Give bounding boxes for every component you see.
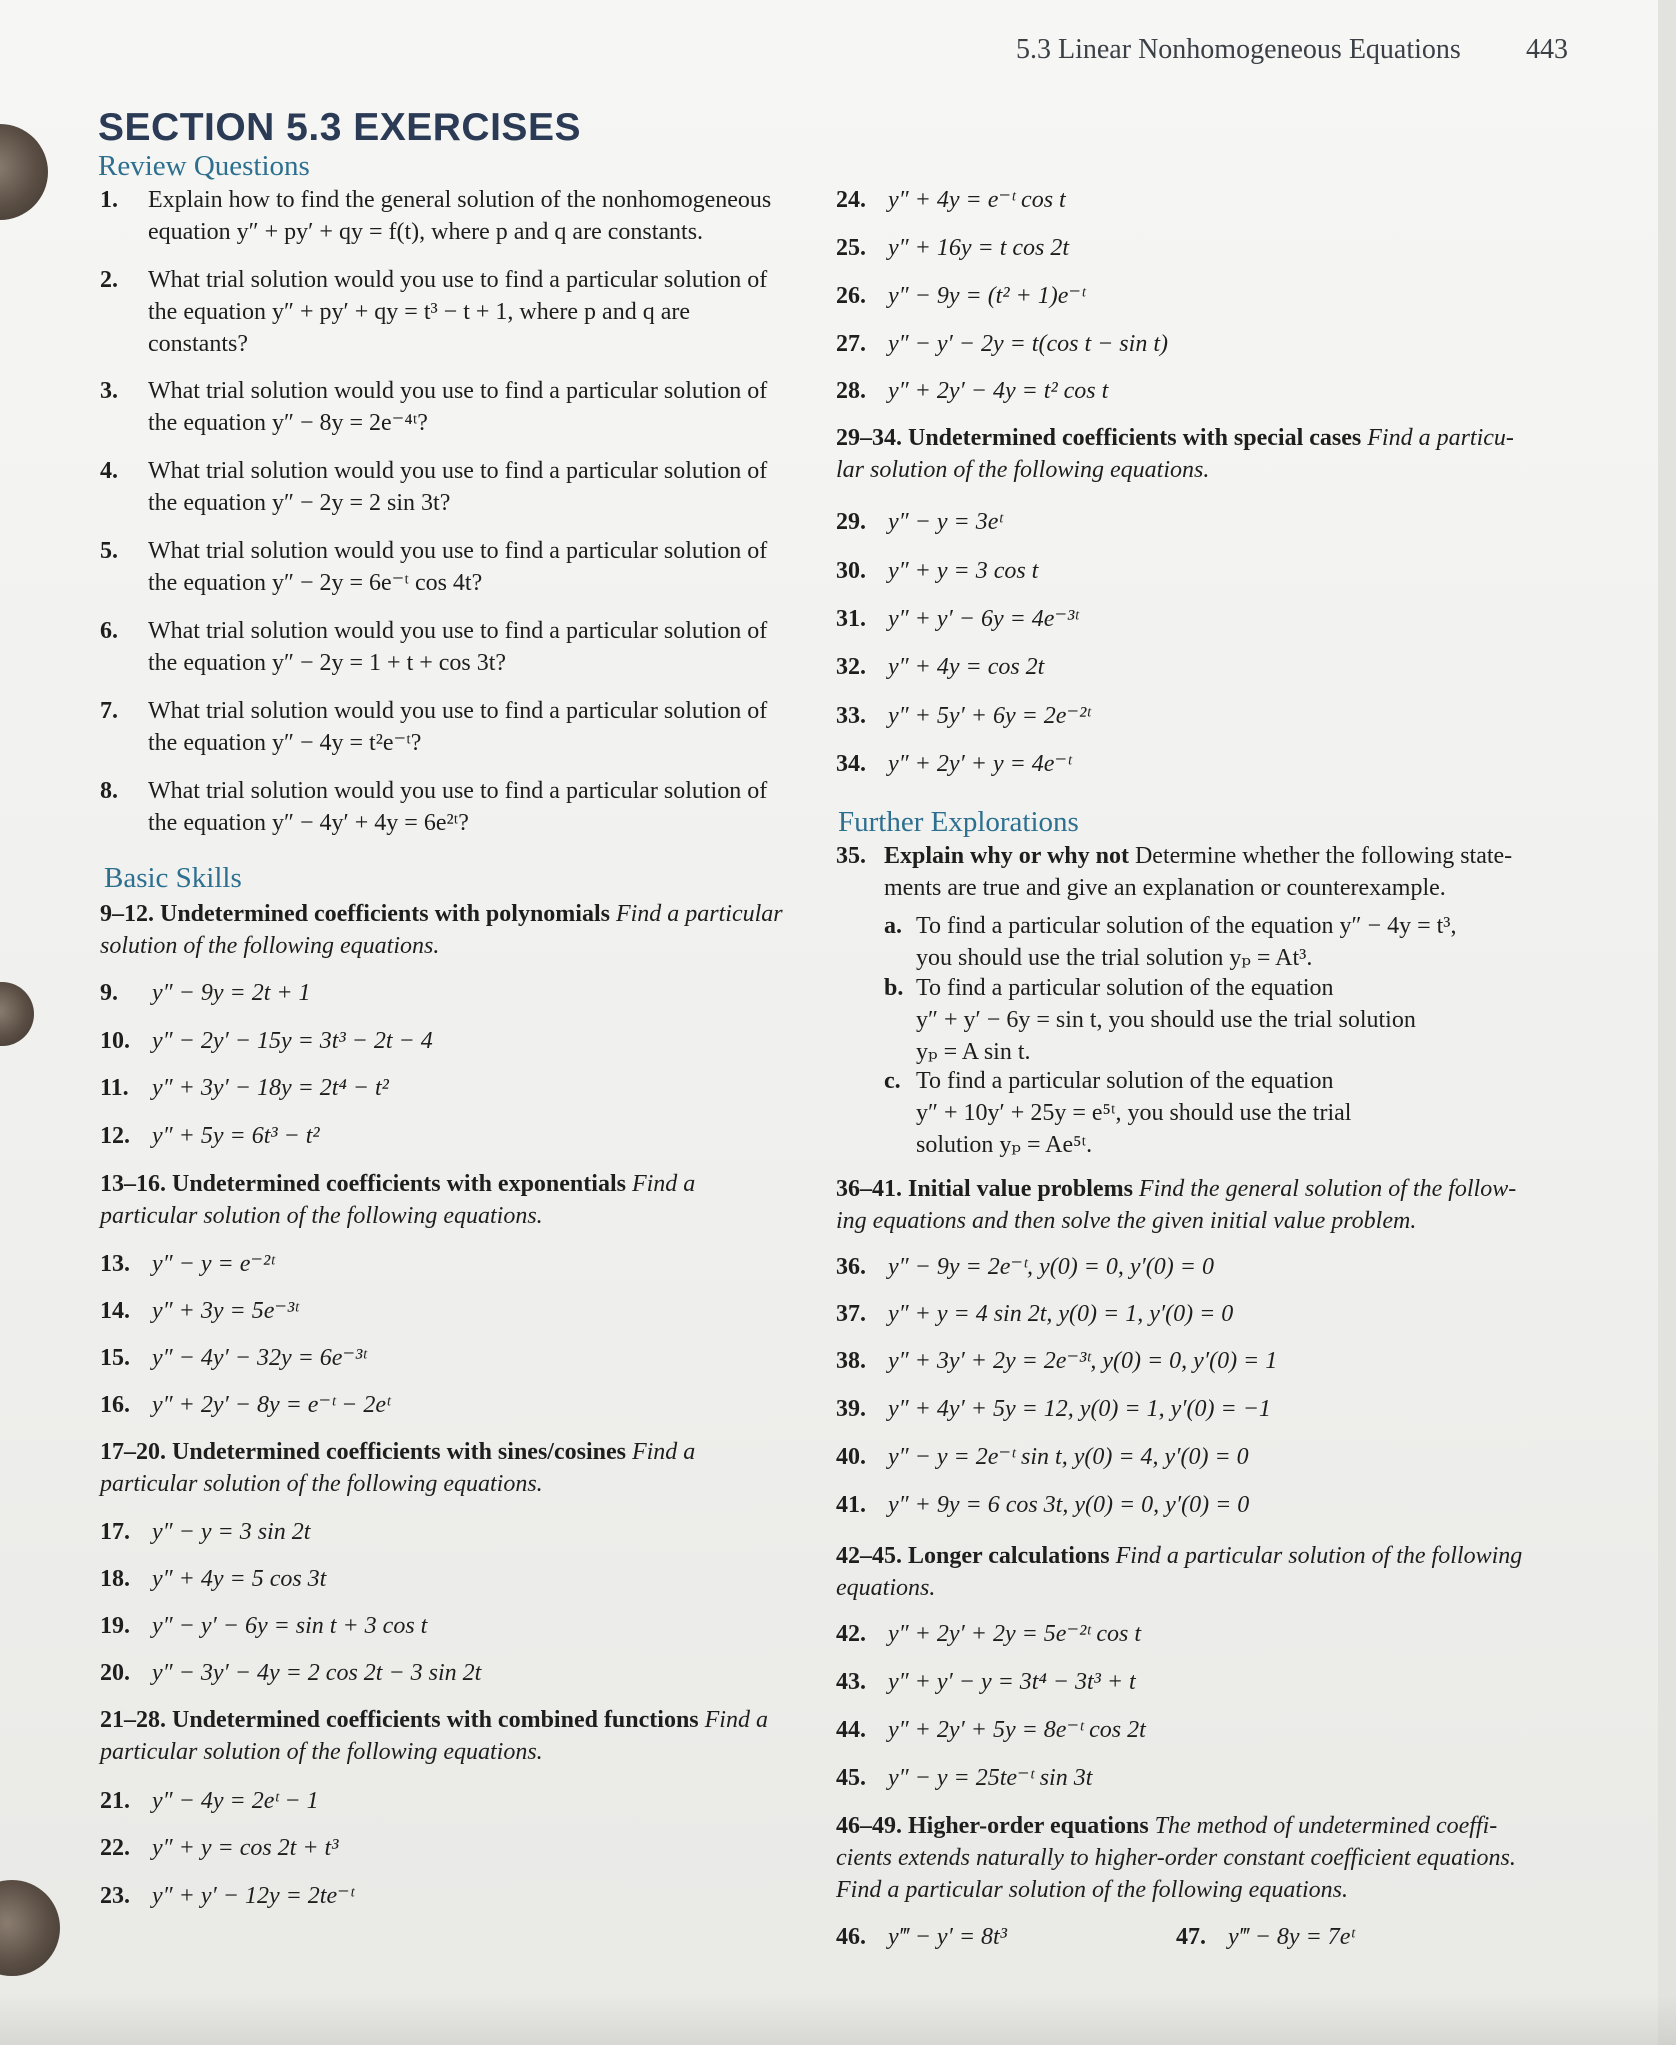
exercise [100, 1389, 390, 1421]
exercise-number: 28. [836, 378, 866, 404]
exercise-description: ments are true and give an explanation or counterexample. [884, 875, 1446, 901]
group-title: 29–34. Undetermined coefficients with special cases [836, 425, 1362, 451]
review-question [100, 184, 771, 248]
exercise-35 [836, 840, 1512, 904]
exercise [836, 184, 1066, 216]
group-description: Find a [704, 1707, 768, 1733]
question-line: What trial solution would you use to find a particular solution of [148, 698, 768, 724]
question-line: constants? [148, 331, 248, 357]
exercise [836, 232, 1069, 264]
exercise-equation: y″ − y′ − 2y = t(cos t − sin t) [888, 331, 1168, 357]
group-title: 9–12. Undetermined coefficients with polynomials [100, 901, 610, 927]
group-title: 17–20. Undetermined coefficients with sines/cosines [100, 1439, 626, 1465]
part-line: To find a particular solution of the equation [916, 1068, 1334, 1094]
question-line: the equation y″ + py′ + qy = t³ − t + 1, where p and q are [148, 299, 690, 325]
exercise-number: 30. [836, 558, 866, 584]
part-line: you should use the trial solution yₚ = At³. [916, 945, 1313, 971]
part-label: c. [884, 1068, 901, 1094]
exercise [836, 700, 1090, 732]
exercise-number: 26. [836, 283, 866, 309]
binder-hole-top [0, 124, 48, 220]
exercise-equation: y″ + 2y′ + y = 4e⁻ᵗ [888, 751, 1072, 777]
question-line: the equation y″ − 2y = 1 + t + cos 3t? [148, 650, 507, 676]
part-c [884, 1065, 1351, 1161]
exercise-number: 32. [836, 654, 866, 680]
review-question [100, 455, 767, 519]
group-description: Find a [631, 1171, 696, 1197]
group-description: solution of the following equations. [100, 933, 440, 959]
exercise-equation: y″ + 9y = 6 cos 3t, y(0) = 0, y′(0) = 0 [888, 1492, 1250, 1518]
exercise [100, 1880, 354, 1912]
exercise-number: 16. [100, 1392, 130, 1418]
group-title: 42–45. Longer calculations [836, 1543, 1110, 1569]
part-label: b. [884, 975, 904, 1001]
exercise-number: 12. [100, 1123, 130, 1149]
exercise [836, 1393, 1271, 1425]
review-question [100, 264, 767, 360]
exercise-group-heading [836, 422, 1514, 486]
group-description: particular solution of the following equations. [100, 1471, 543, 1497]
binder-hole-bottom [0, 1880, 60, 1976]
exercise-number: 17. [100, 1519, 130, 1545]
exercise-equation: y″ + 2y′ + 2y = 5e⁻²ᵗ cos t [888, 1621, 1141, 1647]
group-description: lar solution of the following equations. [836, 457, 1210, 483]
exercise-equation: y‴ − y′ = 8t³ [888, 1924, 1007, 1950]
exercise-equation: y″ + 3y = 5e⁻³ᵗ [152, 1298, 299, 1324]
exercise [1176, 1921, 1354, 1953]
review-question [100, 535, 767, 599]
question-number: 4. [100, 458, 118, 484]
question-number: 8. [100, 778, 118, 804]
review-question [100, 375, 767, 439]
exercise-title: Explain why or why not [884, 843, 1129, 869]
running-head: 5.3 Linear Nonhomogeneous Equations [1016, 34, 1461, 65]
exercise-number: 35. [836, 843, 866, 869]
exercise-group-heading [100, 1436, 695, 1500]
page-number: 443 [1526, 34, 1568, 65]
exercise-number: 29. [836, 509, 866, 535]
question-line: What trial solution would you use to find a particular solution of [148, 618, 768, 644]
exercise-equation: y″ + 3y′ − 18y = 2t⁴ − t² [152, 1075, 389, 1101]
group-description: Find a [631, 1439, 696, 1465]
exercise-description: Determine whether the following state- [1134, 843, 1513, 869]
exercise-number: 19. [100, 1613, 130, 1639]
part-line: yₚ = A sin t. [916, 1039, 1031, 1065]
exercise-equation: y″ + 16y = t cos 2t [888, 235, 1070, 261]
exercise-number: 27. [836, 331, 866, 357]
section-title: SECTION 5.3 EXERCISES [98, 106, 581, 149]
exercise [836, 506, 1002, 538]
part-b [884, 972, 1416, 1068]
exercise [836, 651, 1044, 683]
question-line: the equation y″ − 2y = 2 sin 3t? [148, 490, 451, 516]
exercise-equation: y″ + 4y = 5 cos 3t [152, 1566, 327, 1592]
basic-skills-heading: Basic Skills [104, 862, 242, 894]
exercise [100, 1072, 389, 1104]
exercise-number: 39. [836, 1396, 866, 1422]
exercise-number: 23. [100, 1883, 130, 1909]
exercise-number: 20. [100, 1660, 130, 1686]
question-line: equation y″ + py′ + qy = f(t), where p and q are constants. [148, 219, 704, 245]
part-line: To find a particular solution of the equation y″ − 4y = t³, [916, 913, 1457, 939]
exercise [100, 1657, 481, 1689]
review-question [100, 695, 767, 759]
exercise-equation: y″ + y = cos 2t + t³ [152, 1835, 339, 1861]
page-shadow [0, 1995, 1676, 2045]
exercise-equation: y″ − y = 2e⁻ᵗ sin t, y(0) = 4, y′(0) = 0 [888, 1444, 1249, 1470]
review-question [100, 615, 767, 679]
exercise-number: 47. [1176, 1924, 1206, 1950]
group-description: ing equations and then solve the given initial value problem. [836, 1208, 1417, 1234]
question-line: the equation y″ − 4y′ + 4y = 6e²ᵗ? [148, 810, 469, 836]
exercise-number: 14. [100, 1298, 130, 1324]
question-line: the equation y″ − 8y = 2e⁻⁴ᵗ? [148, 410, 428, 436]
question-line: What trial solution would you use to find a particular solution of [148, 267, 768, 293]
part-line: To find a particular solution of the equation [916, 975, 1334, 1001]
group-title: 13–16. Undetermined coefficients with exponentials [100, 1171, 626, 1197]
exercise-equation: y″ − 9y = 2e⁻ᵗ, y(0) = 0, y′(0) = 0 [888, 1254, 1214, 1280]
exercise-equation: y″ − y = 3 sin 2t [152, 1519, 311, 1545]
exercise [100, 1342, 366, 1374]
question-number: 3. [100, 378, 118, 404]
exercise [100, 1832, 338, 1864]
exercise-number: 25. [836, 235, 866, 261]
exercise-number: 43. [836, 1669, 866, 1695]
review-questions-heading: Review Questions [98, 150, 310, 182]
exercise-number: 10. [100, 1028, 130, 1054]
exercise-number: 13. [100, 1251, 130, 1277]
question-line: What trial solution would you use to find a particular solution of [148, 378, 768, 404]
exercise [100, 1248, 274, 1280]
exercise-equation: y″ + 3y′ + 2y = 2e⁻³ᵗ, y(0) = 0, y′(0) = 1 [888, 1348, 1278, 1374]
exercise-number: 21. [100, 1788, 130, 1814]
group-description: particular solution of the following equations. [100, 1203, 543, 1229]
question-number: 2. [100, 267, 118, 293]
exercise-equation: y″ + 2y′ − 4y = t² cos t [888, 378, 1109, 404]
question-number: 6. [100, 618, 118, 644]
exercise [100, 1120, 320, 1152]
exercise-group-heading [100, 1168, 695, 1232]
exercise [836, 748, 1071, 780]
group-description: Find the general solution of the follow- [1138, 1176, 1517, 1202]
group-description: particular solution of the following equations. [100, 1739, 543, 1765]
exercise [100, 1563, 326, 1595]
exercise-group-heading [836, 1810, 1516, 1906]
exercise-number: 41. [836, 1492, 866, 1518]
exercise-number: 36. [836, 1254, 866, 1280]
exercise-group-heading [100, 898, 783, 962]
exercise-number: 46. [836, 1924, 866, 1950]
exercise-equation: y″ + y′ − 6y = 4e⁻³ᵗ [888, 606, 1079, 632]
further-explorations-heading: Further Explorations [838, 806, 1079, 838]
exercise-equation: y″ − 2y′ − 15y = 3t³ − 2t − 4 [152, 1028, 433, 1054]
group-description: cients extends naturally to higher-order constant coefficient equations. [836, 1845, 1516, 1871]
binder-hole-middle [0, 982, 34, 1046]
exercise-number: 33. [836, 703, 866, 729]
exercise [836, 280, 1085, 312]
group-description: Find a particular solution of the following [1115, 1543, 1523, 1569]
question-number: 7. [100, 698, 118, 724]
group-description: Find a particu- [1367, 425, 1514, 451]
exercise-equation: y″ − 9y = (t² + 1)e⁻ᵗ [888, 283, 1086, 309]
group-title: 21–28. Undetermined coefficients with combined functions [100, 1707, 699, 1733]
exercise [836, 1618, 1141, 1650]
question-line: the equation y″ − 4y = t²e⁻ᵗ? [148, 730, 422, 756]
exercise-equation: y″ + 4y = e⁻ᵗ cos t [888, 187, 1066, 213]
group-title: 46–49. Higher-order equations [836, 1813, 1149, 1839]
exercise [100, 1785, 319, 1817]
question-number: 1. [100, 187, 118, 213]
exercise [836, 328, 1168, 360]
group-description: Find a particular solution of the following equations. [836, 1877, 1349, 1903]
exercise-equation: y″ + y′ − y = 3t⁴ − 3t³ + t [888, 1669, 1136, 1695]
exercise-number: 31. [836, 606, 866, 632]
exercise [836, 1714, 1146, 1746]
exercise [100, 1610, 427, 1642]
part-label: a. [884, 913, 902, 939]
exercise [100, 1295, 298, 1327]
exercise [836, 1921, 1007, 1953]
exercise-equation: y″ − 4y′ − 32y = 6e⁻³ᵗ [152, 1345, 367, 1371]
exercise-equation: y″ − y = e⁻²ᵗ [152, 1251, 275, 1277]
exercise [836, 1298, 1233, 1330]
exercise [836, 1345, 1277, 1377]
exercise-equation: y″ + 2y′ − 8y = e⁻ᵗ − 2eᵗ [152, 1392, 391, 1418]
exercise [100, 1516, 310, 1548]
exercise-equation: y″ + y = 3 cos t [888, 558, 1039, 584]
exercise-number: 15. [100, 1345, 130, 1371]
exercise-equation: y″ + 5y = 6t³ − t² [152, 1123, 320, 1149]
exercise [836, 555, 1038, 587]
exercise-equation: y″ − 4y = 2eᵗ − 1 [152, 1788, 319, 1814]
exercise-group-heading [836, 1173, 1516, 1237]
exercise-equation: y″ − 9y = 2t + 1 [152, 980, 311, 1006]
exercise-number: 18. [100, 1566, 130, 1592]
part-line: solution yₚ = Ae⁵ᵗ. [916, 1132, 1093, 1158]
exercise [100, 1025, 433, 1057]
exercise [836, 1489, 1249, 1521]
exercise-equation: y″ + 5y′ + 6y = 2e⁻²ᵗ [888, 703, 1091, 729]
exercise-number: 34. [836, 751, 866, 777]
question-line: the equation y″ − 2y = 6e⁻ᵗ cos 4t? [148, 570, 483, 596]
exercise [836, 1251, 1214, 1283]
exercise-equation: y″ − y′ − 6y = sin t + 3 cos t [152, 1613, 428, 1639]
exercise-number: 40. [836, 1444, 866, 1470]
exercise-number: 45. [836, 1765, 866, 1791]
group-description: The method of undetermined coeffi- [1154, 1813, 1498, 1839]
exercise-number: 22. [100, 1835, 130, 1861]
exercise-equation: y″ − y = 3eᵗ [888, 509, 1003, 535]
exercise-equation: y″ + y = 4 sin 2t, y(0) = 1, y′(0) = 0 [888, 1301, 1234, 1327]
exercise-equation: y‴ − 8y = 7eᵗ [1228, 1924, 1355, 1950]
question-number: 5. [100, 538, 118, 564]
exercise-equation: y″ − 3y′ − 4y = 2 cos 2t − 3 sin 2t [152, 1660, 482, 1686]
question-line: What trial solution would you use to find a particular solution of [148, 538, 768, 564]
exercise-equation: y″ − y = 25te⁻ᵗ sin 3t [888, 1765, 1093, 1791]
part-line: y″ + y′ − 6y = sin t, you should use the trial solution [916, 1007, 1416, 1033]
exercise [100, 977, 311, 1009]
exercise-number: 24. [836, 187, 866, 213]
exercise-equation: y″ + y′ − 12y = 2te⁻ᵗ [152, 1883, 354, 1909]
exercise-number: 44. [836, 1717, 866, 1743]
exercise-equation: y″ + 4y = cos 2t [888, 654, 1045, 680]
question-line: What trial solution would you use to find a particular solution of [148, 458, 768, 484]
exercise-equation: y″ + 4y′ + 5y = 12, y(0) = 1, y′(0) = −1 [888, 1396, 1271, 1422]
exercise-number: 38. [836, 1348, 866, 1374]
exercise-group-heading [836, 1540, 1522, 1604]
page-edge [1658, 0, 1676, 2045]
exercise [836, 603, 1078, 635]
part-a [884, 910, 1456, 974]
question-line: Explain how to find the general solution of the nonhomogeneous [148, 187, 772, 213]
exercise-number: 11. [100, 1075, 129, 1101]
exercise-number: 9. [100, 980, 118, 1006]
exercise [836, 1441, 1249, 1473]
exercise-number: 37. [836, 1301, 866, 1327]
exercise [836, 1762, 1092, 1794]
question-line: What trial solution would you use to find a particular solution of [148, 778, 768, 804]
group-description: Find a particular [615, 901, 783, 927]
exercise-number: 42. [836, 1621, 866, 1647]
group-description: equations. [836, 1575, 936, 1601]
part-line: y″ + 10y′ + 25y = e⁵ᵗ, you should use the trial [916, 1100, 1352, 1126]
exercise-group-heading [100, 1704, 768, 1768]
exercise [836, 1666, 1136, 1698]
group-title: 36–41. Initial value problems [836, 1176, 1133, 1202]
exercise-equation: y″ + 2y′ + 5y = 8e⁻ᵗ cos 2t [888, 1717, 1146, 1743]
exercise [836, 375, 1108, 407]
review-question [100, 775, 767, 839]
